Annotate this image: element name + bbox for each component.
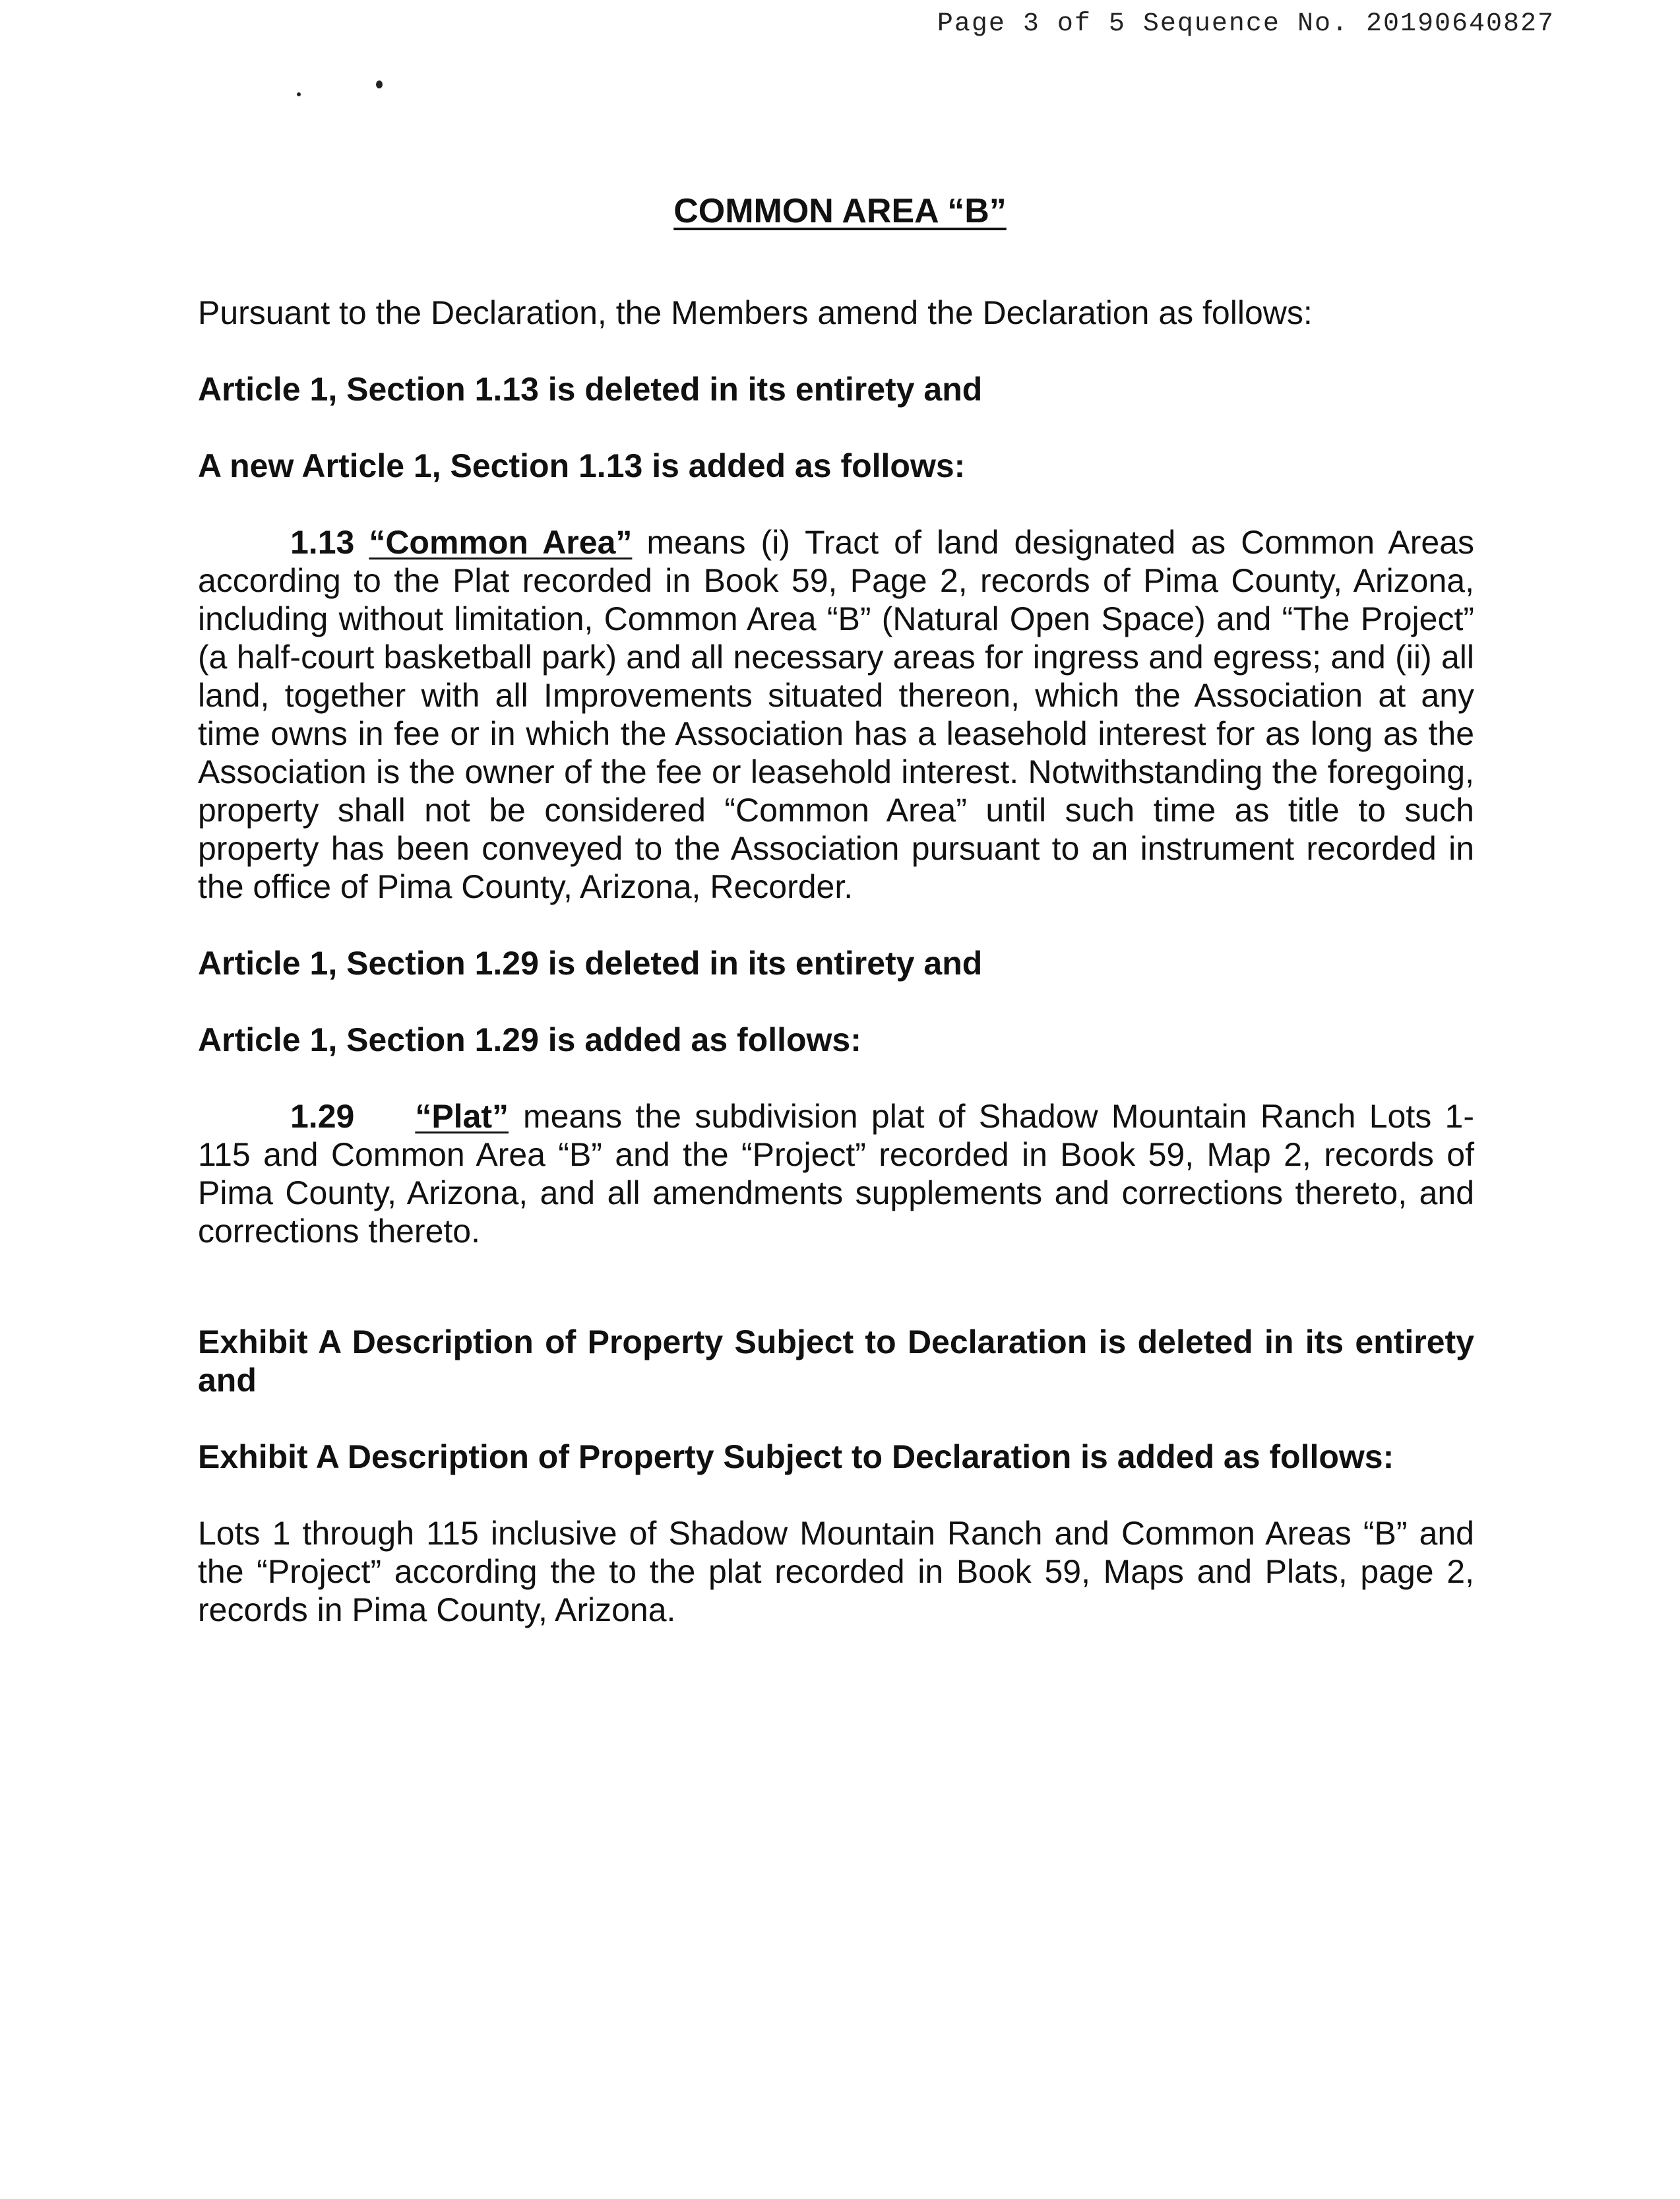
section-1-29-paragraph — [198, 1097, 1474, 1250]
section-1-29-term: “Plat” — [415, 1098, 509, 1135]
page-sequence-header: Page 3 of 5 Sequence No. 20190640827 — [937, 9, 1555, 39]
heading-delete-1-29: Article 1, Section 1.29 is deleted in its entirety and — [198, 945, 983, 982]
section-1-13-paragraph — [198, 523, 1474, 906]
document-body — [198, 294, 1474, 1629]
heading-delete-1-13: Article 1, Section 1.13 is deleted in its entirety and — [198, 371, 983, 408]
heading-add-exhibit-a: Exhibit A Description of Property Subject to Declaration is added as follows: — [198, 1438, 1394, 1475]
exhibit-a-description: Lots 1 through 115 inclusive of Shadow Mountain Ranch and Common Areas “B” and the “Project” according the to the plat recorded in Book 59, Maps and Plats, page 2, records in Pima County, Arizona. — [198, 1515, 1474, 1628]
section-1-29-body: means the subdivision plat of Shadow Mountain Ranch Lots 1-115 and Common Area “B” and the “Project” recorded in Book 59, Map 2, records of Pima County, Arizona, and all amendments supplements and corrections thereto, and corrections thereto. — [198, 1098, 1474, 1250]
heading-delete-exhibit-a: Exhibit A Description of Property Subject to Declaration is deleted in its entirety and — [198, 1323, 1474, 1399]
scan-speck-mark — [297, 92, 301, 96]
document-title-text: COMMON AREA “B” — [673, 192, 1007, 230]
section-1-13-number: 1.13 — [290, 524, 355, 561]
section-1-13-term: “Common Area” — [369, 524, 633, 561]
heading-add-1-13: A new Article 1, Section 1.13 is added as follows: — [198, 447, 966, 484]
scan-speck-mark — [376, 80, 383, 88]
section-1-13-body: means (i) Tract of land designated as Common Areas according to the Plat recorded in Book 59, Page 2, records of Pima County, Arizona, including without limitation, Common Area “B” (Natural Open Space) and “The Project” (a half-court basketball park) and all necessary areas for ingress and egress; and (ii) all land, together with all Improvements situated thereon, which the Association at any time owns in fee or in which the Association has a leasehold interest for as long as the Association is the owner of the fee or leasehold interest. Notwithstanding the foregoing, property shall not be considered “Common Area” until such time as title to such property has been conveyed to the Association pursuant to an instrument recorded in the office of Pima County, Arizona, Recorder. — [198, 524, 1474, 905]
section-1-29-number: 1.29 — [290, 1098, 355, 1135]
intro-paragraph: Pursuant to the Declaration, the Members amend the Declaration as follows: — [198, 294, 1313, 331]
document-title — [0, 191, 1680, 231]
heading-add-1-29: Article 1, Section 1.29 is added as follows: — [198, 1021, 861, 1058]
